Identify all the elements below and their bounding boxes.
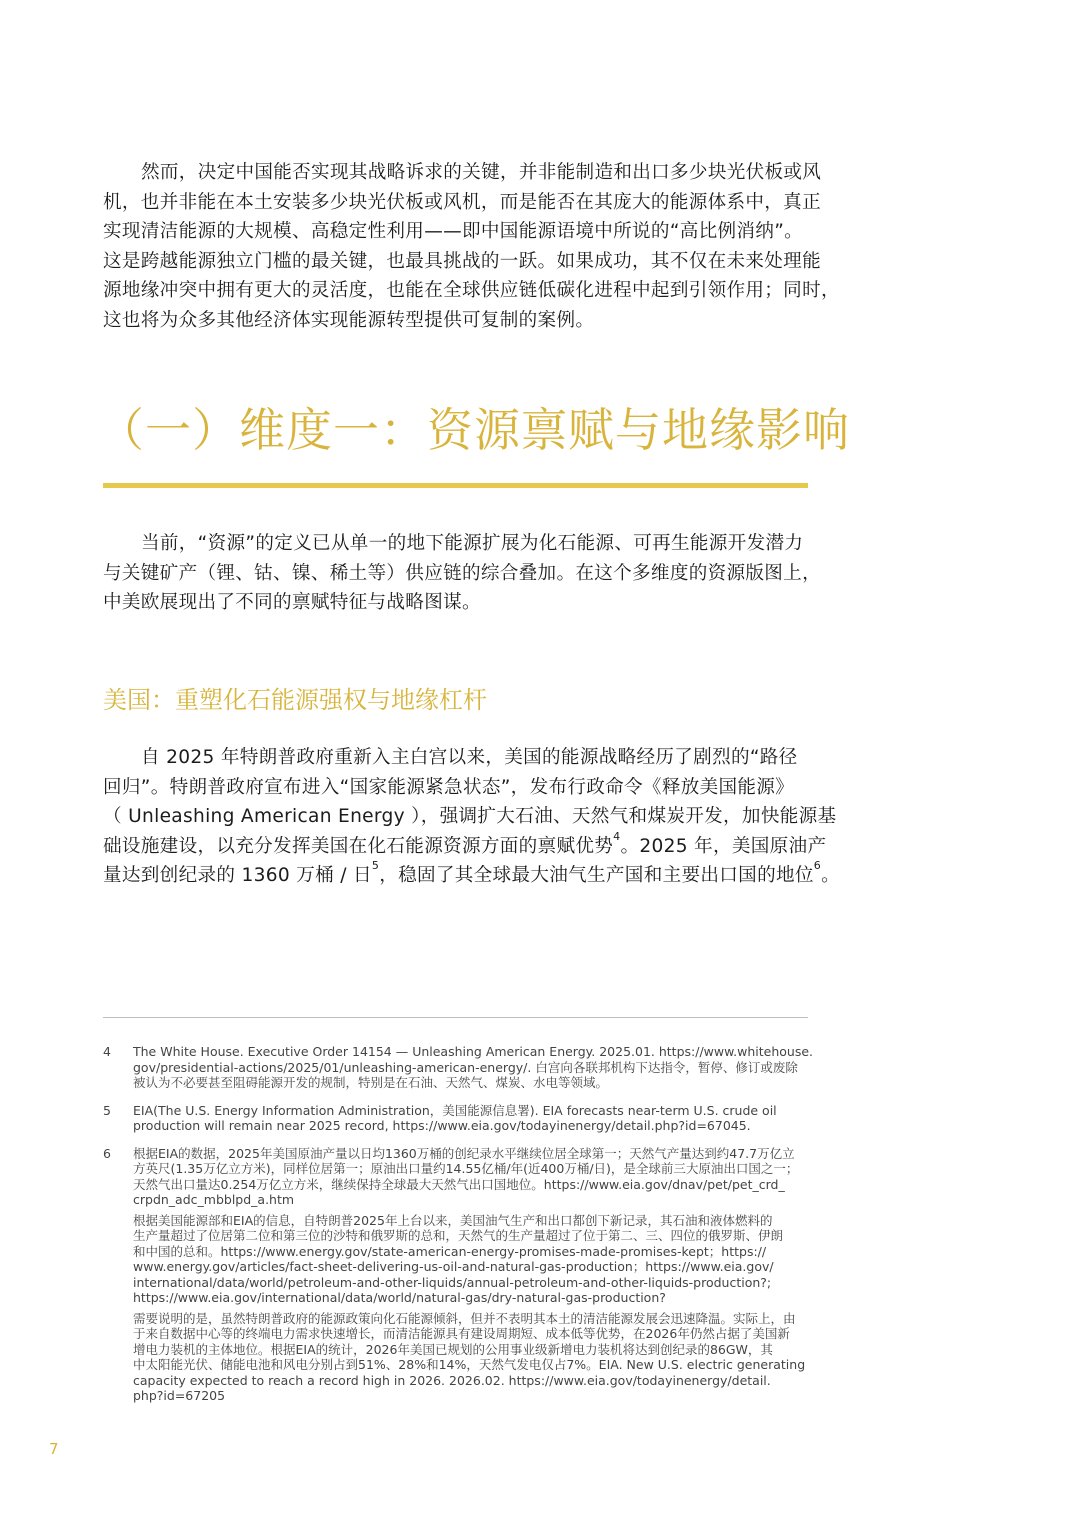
footnote-4 [103, 1044, 813, 1091]
footnote-text [133, 1146, 813, 1404]
text-line: 中美欧展现出了不同的禀赋特征与战略图谋。 [103, 592, 481, 613]
text-line [103, 859, 840, 891]
footnote-6 [103, 1146, 813, 1404]
footnote-line: 生产量超过了位居第二位和第三位的沙特和俄罗斯的总和，天然气的生产量超过了位于第二、三、四位的俄罗斯、伊朗 [133, 1228, 784, 1243]
footnote-line: 方英尺(1.35万亿立方米)，同样位居第一；原油出口量约14.55亿桶/年(近400万桶/日)，是全球前三大原油出口国之一； [133, 1161, 799, 1176]
text-line: 回归”。特朗普政府宣布进入“国家能源紧急状态”，发布行政命令《释放美国能源》 [103, 776, 795, 798]
footnote-line: 于来自数据中心等的终端电力需求快速增长，而清洁能源具有建设周期短、成本低等优势，在2026年仍然占据了美国新 [133, 1326, 790, 1341]
text-line: 这也将为众多其他经济体实现能源转型提供可复制的案例。 [103, 309, 595, 331]
text-line: （ Unleashing American Energy ），强调扩大石油、天然气和煤炭开发，加快能源基 [103, 806, 837, 827]
footnote-line: gov/presidential-actions/2025/01/unleashing-american-energy/. 白宫向各联邦机构下达指令，暂停、修订或废除 [133, 1059, 798, 1075]
footnote-line: capacity expected to reach a record high in 2026. 2026.02. https://www.eia.gov/todayinenergy/detail. [133, 1372, 771, 1388]
footnote-line: EIA(The U.S. Energy Information Administration，美国能源信息署). EIA forecasts near-term U.S. crude oil [133, 1102, 777, 1118]
text-line: 源地缘冲突中拥有更大的灵活度，也能在全球供应链低碳化进程中起到引领作用；同时， [103, 280, 840, 301]
footnote-line: international/data/world/petroleum-and-other-liquids/annual-petroleum-and-other-liquids-production?; [133, 1274, 772, 1290]
footnote-line: 根据美国能源部和EIA的信息，自特朗普2025年上台以来，美国油气生产和出口都创下新记录，其石油和液体燃料的 [133, 1212, 773, 1228]
footnote-line: 增电力装机的主体地位。根据EIA的统计，2026年美国已规划的公用事业级新增电力装机将达到创纪录的86GW，其 [133, 1341, 773, 1357]
intro-paragraph [103, 158, 840, 335]
text-line: 然而，决定中国能否实现其战略诉求的关键，并非能制造和出口多少块光伏板或风 [141, 162, 822, 183]
text-line: 实现清洁能源的大规模、高稳定性利用——即中国能源语境中所说的“高比例消纳”。 [103, 221, 804, 242]
footnote-line: 和中国的总和。https://www.energy.gov/state-american-energy-promises-made-promises-kept；https:// [133, 1243, 767, 1259]
footnote-line: The White House. Executive Order 14154 — Unleashing American Energy. 2025.01. https://www.whitehouse. [133, 1044, 814, 1059]
footnote-line: production will remain near 2025 record, https://www.eia.gov/todayinenergy/detail.php?id=67045. [133, 1118, 751, 1133]
text-segment: ，稳固了其全球最大油气生产国和主要出口国的地位 [379, 865, 814, 886]
subsection-title: 美国：重塑化石能源强权与地缘杠杆 [103, 686, 487, 714]
footnote-line: 中太阳能光伏、储能电池和风电分别占到51%、28%和14%，天然气发电仅占7%。EIA. New U.S. electric generating [133, 1357, 806, 1372]
footnote-subparagraph [133, 1311, 813, 1404]
section-divider [103, 483, 808, 488]
section-paragraph [103, 529, 821, 618]
text-segment: 。 [821, 865, 840, 886]
text-line: 这是跨越能源独立门槛的最关键，也最具挑战的一跃。如果成功，其不仅在未来处理能 [103, 250, 821, 272]
text-line: 与关键矿产（锂、钴、镍、稀土等）供应链的综合叠加。在这个多维度的资源版图上， [103, 562, 821, 584]
text-line [103, 829, 827, 862]
footnotes [103, 1044, 813, 1416]
us-paragraph [103, 743, 840, 891]
section-title: （一）维度一：资源禀赋与地缘影响 [98, 403, 850, 457]
text-line: 当前，“资源”的定义已从单一的地下能源扩展为化石能源、可再生能源开发潜力 [141, 533, 804, 554]
footnote-number: 6 [103, 1145, 111, 1161]
footnote-ref[interactable]: 4 [613, 829, 621, 843]
text-segment: 础设施建设，以充分发挥美国在化石能源资源方面的禀赋优势 [103, 835, 614, 857]
page-number: 7 [49, 1440, 59, 1458]
footnote-subparagraph [133, 1213, 813, 1306]
footnote-line: 需要说明的是，虽然特朗普政府的能源政策向化石能源倾斜，但并不表明其本土的清洁能源发展会迅速降温。实际上，由 [133, 1310, 796, 1326]
footnote-5 [103, 1103, 813, 1134]
text-segment: 。2025 年，美国原油产 [620, 835, 827, 857]
footnote-ref[interactable]: 6 [813, 859, 822, 872]
footnote-line: 被认为不必要甚至阻碍能源开发的规制，特别是在石油、天然气、煤炭、水电等领域。 [133, 1075, 609, 1090]
footnote-text [133, 1044, 813, 1091]
footnote-ref[interactable]: 5 [371, 859, 380, 872]
footnote-line: 天然气出口量达0.254万亿立方米，继续保持全球最大天然气出口国地位。https://www.eia.gov/dnav/pet/pet_crd_ [133, 1176, 785, 1192]
footnote-text [133, 1103, 813, 1134]
footnote-line: https://www.eia.gov/international/data/world/natural-gas/dry-natural-gas-production? [133, 1290, 666, 1305]
footnote-line: crpdn_adc_mbblpd_a.htm [133, 1192, 295, 1207]
footnote-number: 5 [103, 1102, 111, 1118]
footnote-line: php?id=67205 [133, 1388, 226, 1403]
footnote-line: 根据EIA的数据，2025年美国原油产量以日均1360万桶的创纪录水平继续位居全球第一；天然气产量达到约47.7万亿立 [133, 1145, 795, 1161]
text-line: 自 2025 年特朗普政府重新入主白宫以来，美国的能源战略经历了剧烈的“路径 [141, 747, 798, 768]
footnote-line: www.energy.gov/articles/fact-sheet-delivering-us-oil-and-natural-gas-production；https://www.eia.gov/ [133, 1259, 774, 1274]
text-segment: 量达到创纪录的 1360 万桶 / 日 [103, 865, 372, 886]
text-line: 机，也并非能在本土安装多少块光伏板或风机，而是能否在其庞大的能源体系中，真正 [103, 191, 821, 213]
footnote-divider [103, 1017, 808, 1018]
footnote-number: 4 [103, 1044, 111, 1059]
